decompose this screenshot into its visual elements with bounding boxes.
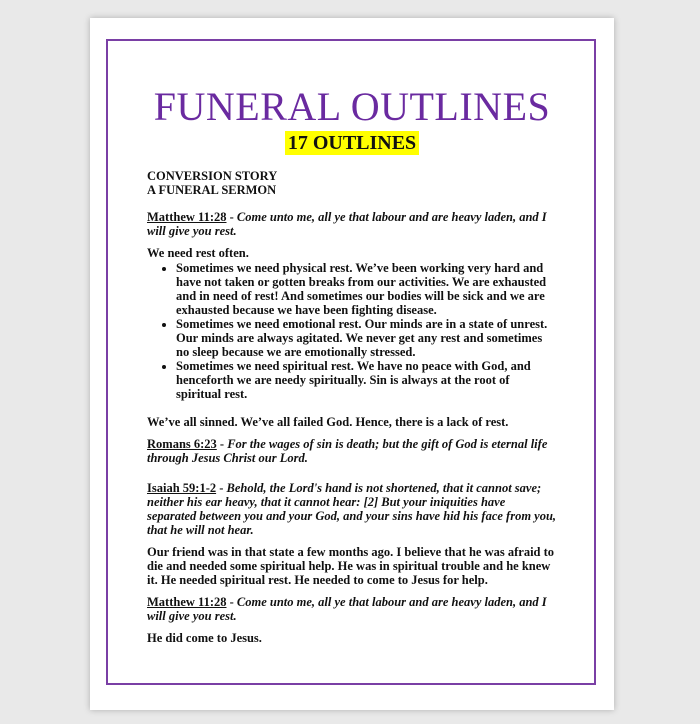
spacer: [147, 473, 557, 481]
paragraph-sinned: We’ve all sinned. We’ve all failed God. Hence, there is a lack of rest.: [147, 415, 509, 429]
verse-text: Come unto me, all ye that labour and are heavy laden, and I will give you rest.: [147, 595, 547, 623]
heading-line-1: CONVERSION STORY: [147, 169, 278, 183]
verse-text: For the wages of sin is death; but the gift of God is eternal life through Jesus Christ our Lord.: [147, 437, 548, 465]
verse-reference: Romans 6:23: [147, 437, 217, 451]
paragraph-rest: We need rest often.: [147, 246, 249, 260]
paragraph-friend: Our friend was in that state a few months ago. I believe that he was afraid to die and needed some spiritual help. He was in spiritual trouble and he knew it. He needed spiritual rest. He needed to come to Jesus for help.: [147, 545, 555, 587]
dash: -: [226, 595, 237, 609]
verse-block-2: [147, 437, 557, 465]
subtitle-wrapper: [90, 131, 614, 155]
document-title: FUNERAL OUTLINES: [153, 84, 551, 129]
dash: -: [226, 210, 237, 224]
sermon-heading: [147, 169, 557, 197]
sermon-content: [147, 169, 557, 653]
list-item: • Sometimes we need emotional rest. Our minds are in a state of unrest. Our minds are always agitated. We never get any rest and sometimes no sleep because we are emotionally stressed.: [176, 317, 557, 359]
dash: -: [216, 437, 228, 451]
heading-line-2: A FUNERAL SERMON: [147, 183, 277, 197]
verse-reference: Isaiah 59:1-2: [147, 481, 217, 495]
paragraph-end: He did come to Jesus.: [147, 631, 262, 645]
list-item: • Sometimes we need spiritual rest. We have no peace with God, and henceforth we are needy spiritually. Sin is always at the root of spiritual rest.: [176, 359, 557, 401]
verse-text: Behold, the Lord's hand is not shortened, that it cannot save; neither his ear heavy, that it cannot hear: [2] But your iniquities have separated between you and your God, and your sins have hid his face from you, that he will not hear.: [147, 481, 557, 537]
verse-block-3: [147, 481, 557, 537]
verse-reference: Matthew 11:28: [147, 595, 227, 609]
list-item: • Sometimes we need physical rest. We’ve been working very hard and have not taken or gotten breaks from our activities. We are exhausted and in need of rest! And sometimes our bodies will be sick and we are exhausted because we have been fighting disease.: [176, 261, 557, 317]
document-subtitle-highlight: 17 OUTLINES: [285, 131, 419, 155]
dash: -: [216, 481, 227, 495]
verse-text: Come unto me, all ye that labour and are heavy laden, and I will give you rest.: [147, 210, 547, 238]
document-page: [90, 18, 614, 710]
rest-bullet-list: [147, 261, 557, 401]
verse-block-4: [147, 595, 557, 623]
verse-block-1: [147, 210, 557, 238]
verse-reference: Matthew 11:28: [147, 210, 227, 224]
